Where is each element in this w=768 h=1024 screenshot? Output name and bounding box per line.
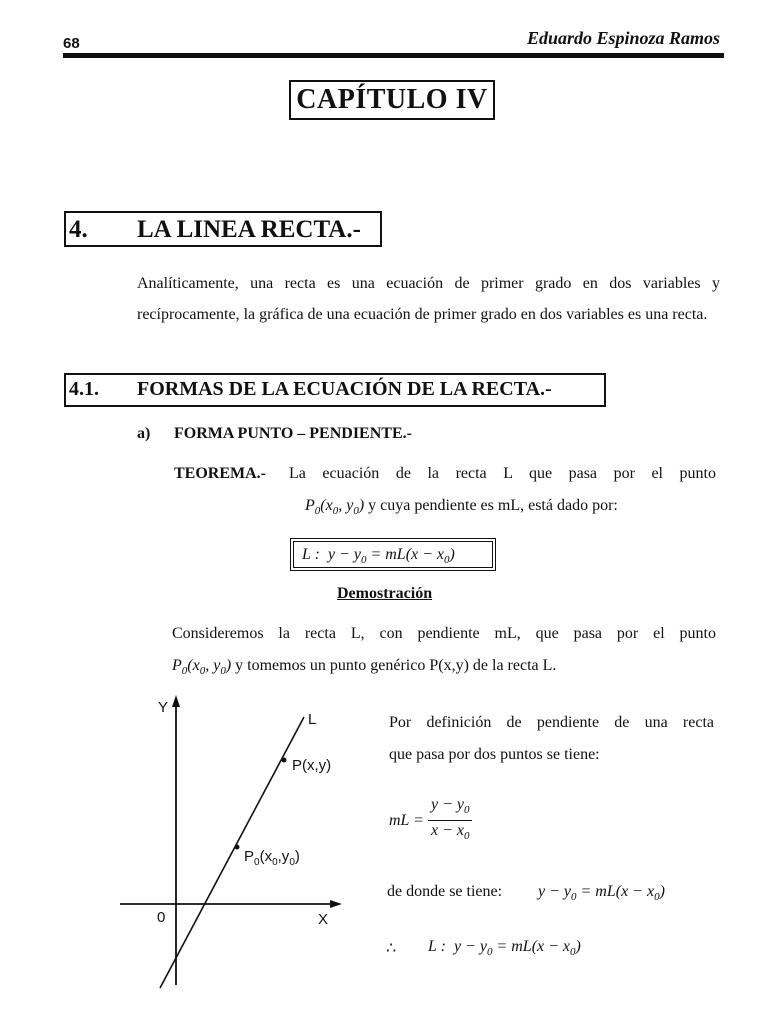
theorem-line-2-text: y cuya pendiente es mL, está dado por: xyxy=(368,497,618,514)
subsection-a-title: FORMA PUNTO – PENDIENTE.- xyxy=(174,425,412,442)
theorem-label: TEOREMA.- xyxy=(174,465,266,482)
y-axis-label: Y xyxy=(158,699,169,716)
section-4-title: LA LINEA RECTA.- xyxy=(137,216,361,243)
slope-definition-line-1: Por definición de pendiente de una recta xyxy=(389,714,714,731)
section-4-number: 4. xyxy=(69,216,88,243)
slope-definition-line-2: que pasa por dos puntos se tiene: xyxy=(389,746,600,763)
line-graph xyxy=(120,690,360,990)
section-4-1-number: 4.1. xyxy=(69,378,99,400)
de-donde-text: de donde se tiene: xyxy=(387,883,503,900)
therefore-symbol: ∴ xyxy=(386,940,397,957)
demonstration-line-2: $P_0(x_0$, $y_0$) y tomemos un punto genérico P(x,y) de la recta L. xyxy=(172,657,557,678)
chapter-title: CAPÍTULO IV xyxy=(289,80,495,120)
demonstration-line-1: Consideremos la recta L, con pendiente mL, que pasa por el punto xyxy=(172,625,716,642)
section-4-1-title: FORMAS DE LA ECUACIÓN DE LA RECTA.- xyxy=(137,378,552,400)
point-slope-formula-box xyxy=(290,538,496,571)
line-L-label: L xyxy=(308,711,317,728)
running-head-author: Eduardo Espinoza Ramos xyxy=(526,28,720,48)
point-p0-label: $P_0(x_0,y_0)$ xyxy=(244,848,300,868)
point-p0-symbol: $P_0(x_0$, $y_0$) xyxy=(172,657,232,678)
header-rule xyxy=(63,53,724,58)
de-donde-equation: $y - y_0 = mL(x - x_0)$ xyxy=(538,883,665,904)
point-slope-formula: L : $y - y_0 = mL(x - x_0)$ xyxy=(293,541,493,568)
x-axis-arrow xyxy=(330,900,342,908)
subsection-a-letter: a) xyxy=(137,425,151,442)
section-4-intro-paragraph: Analíticamente, una recta es una ecuación de primer grado en dos variables y recíprocamente, la gráfica de una ecuación de primer grado en dos variables es una recta. xyxy=(137,275,720,323)
theorem-line-1: La ecuación de la recta L que pasa por el punto xyxy=(289,465,716,482)
point-p xyxy=(282,758,287,763)
point-p-label: P(x,y) xyxy=(292,757,332,774)
slope-fraction-formula: mL = $\frac{y - y_0}{x - x_0}$ xyxy=(389,795,472,846)
page-number: 68 xyxy=(63,35,80,52)
theorem-line-2 xyxy=(305,497,618,517)
point-p0 xyxy=(235,845,240,850)
demonstration-title: Demostración xyxy=(337,585,433,602)
point-p0-symbol: $P_0(x_0$, $y_0$) xyxy=(305,497,365,518)
x-axis-label: X xyxy=(318,911,329,928)
origin-label: 0 xyxy=(157,909,166,926)
final-equation: L : $y - y_0 = mL(x - x_0)$ xyxy=(428,938,581,959)
y-axis-arrow xyxy=(172,695,180,707)
